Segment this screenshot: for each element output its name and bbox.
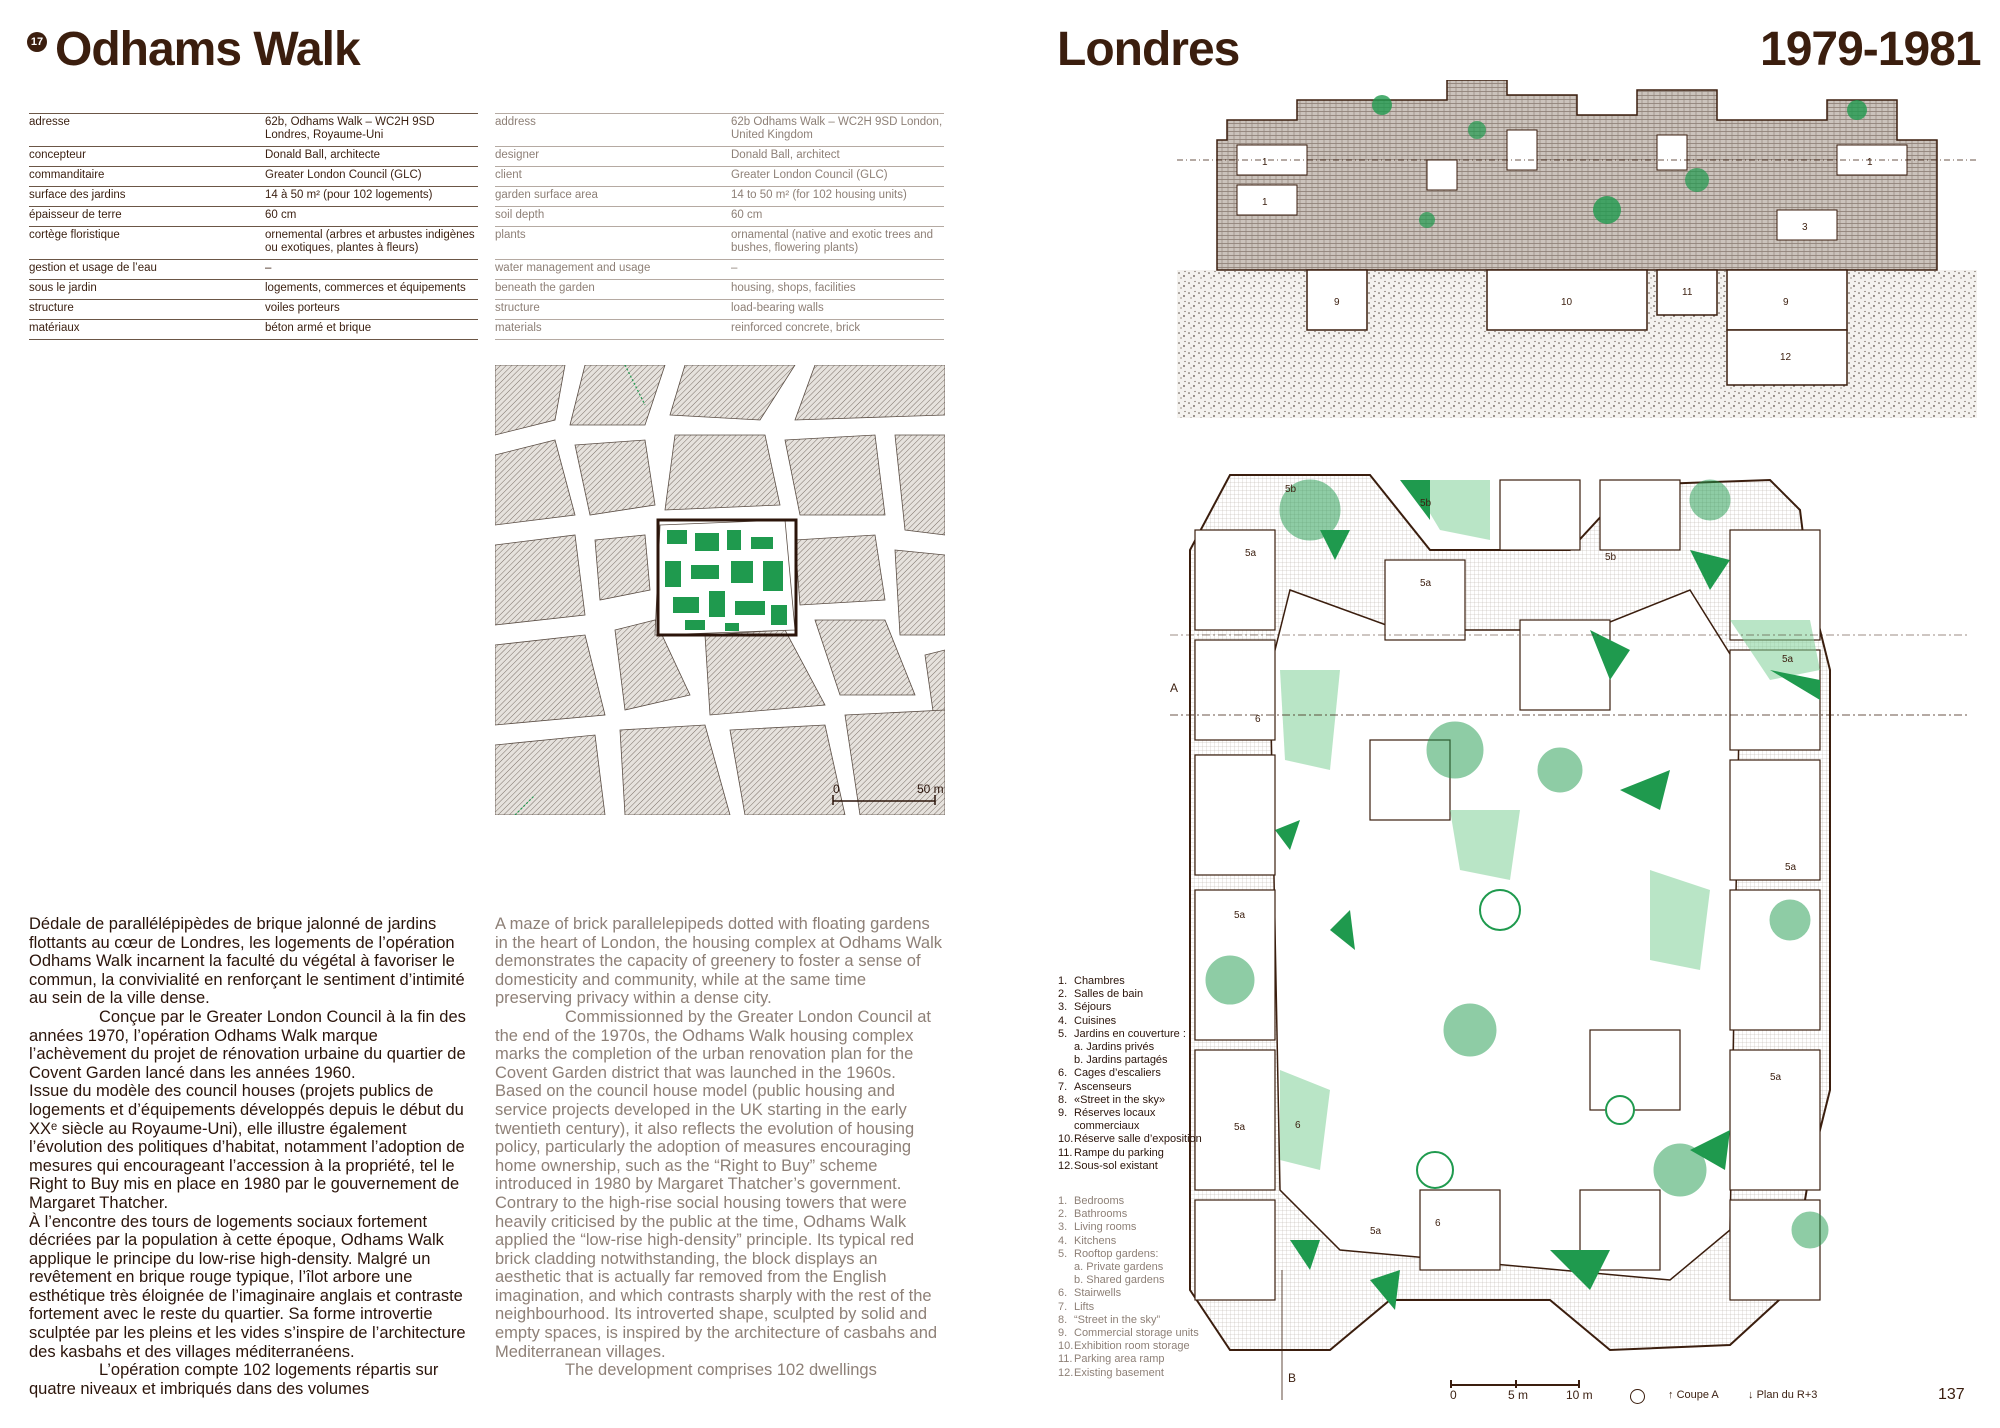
- floor-plan: [1170, 470, 1970, 1400]
- legend-en: [1058, 1195, 1208, 1380]
- facts-row: [495, 280, 944, 300]
- facts-label: designer: [495, 147, 731, 167]
- body-text-en: [495, 915, 944, 1380]
- plan-label: 5a: [1770, 1072, 1782, 1083]
- plan-label: 5b: [1420, 498, 1432, 509]
- caption-coupe-a: ↑ Coupe A: [1668, 1389, 1719, 1401]
- facts-label: concepteur: [29, 147, 265, 167]
- facts-label: garden surface area: [495, 187, 731, 207]
- down-arrow-icon: ↓: [1748, 1389, 1757, 1401]
- legend-item: [1058, 1160, 1208, 1173]
- legend-text: Cages d’escaliers: [1074, 1067, 1161, 1080]
- body-text-fr: [29, 915, 478, 1398]
- facts-label: structure: [29, 300, 265, 320]
- facts-row: [495, 114, 944, 147]
- facts-row: [29, 260, 478, 280]
- facts-label: commanditaire: [29, 167, 265, 187]
- facts-table-en: [495, 113, 944, 340]
- plan-label: 5a: [1234, 1122, 1246, 1133]
- city-title: Londres: [1057, 23, 1240, 76]
- legend-text: b. Shared gardens: [1074, 1274, 1165, 1287]
- plan-label: 6: [1295, 1120, 1301, 1131]
- plan-label: 6: [1435, 1218, 1441, 1229]
- facts-label: sous le jardin: [29, 280, 265, 300]
- facts-value: 14 to 50 m² (for 102 housing units): [731, 187, 944, 207]
- body-paragraph: Issue du modèle des council houses (projets publics de logements et d’équipements développés depuis le début du XXᵉ siècle au Royaume-Uni), elle illustre également l’évolution des politiques d’habitat, notamment l’adoption de mesures qui encourageant l’accession à la propriété, tel le Right to Buy mis en place en 1980 par le gouvernement de Margaret Thatcher.: [29, 1082, 465, 1212]
- section-label: 1: [1867, 157, 1873, 168]
- legend-text: Exhibition room storage: [1074, 1340, 1190, 1353]
- legend-item: [1058, 1041, 1208, 1054]
- facts-value: voiles porteurs: [265, 300, 478, 320]
- legend-item: [1058, 988, 1208, 1001]
- legend-text: Lifts: [1074, 1300, 1095, 1313]
- legend-number: 2.: [1058, 988, 1068, 1001]
- legend-number: 4.: [1058, 1234, 1068, 1247]
- legend-item: [1058, 1195, 1208, 1208]
- years-title: 1979-1981: [1760, 23, 1981, 76]
- section-b-marker: B: [1288, 1371, 1297, 1385]
- legend-number: 4.: [1058, 1014, 1068, 1027]
- legend-item: [1058, 1001, 1208, 1014]
- section-label: 9: [1334, 297, 1340, 308]
- facts-label: structure: [495, 300, 731, 320]
- facts-row: [29, 187, 478, 207]
- plan-label: 5a: [1234, 910, 1246, 921]
- body-paragraph: Commissionned by the Greater London Council at the end of the 1970s, the Odhams Walk housing complex marks the completion of the urban renovation plan for the Covent Garden district that was launched in the 1960s. Based on the council house model (public housing and service projects developed in the UK starting in the early twentieth century), it also reflects the evolution of housing policy, particularly the adoption of measures encouraging home ownership, such as the “Right to Buy” scheme introduced in 1980 by Margaret Thatcher’s government. Contrary to the high-rise social housing towers that were heavily criticised by the public at the time, Odhams Walk applied the “low-rise high-density” principle. Its typical red brick cladding notwithstanding, the block displays an aesthetic that is actually far removed from the English imagination, and which contrasts sharply with the rest of the neighbourhood. Its introverted shape, sculpted by solid and empty spaces, is inspired by the architecture of casbahs and Mediterranean villages.: [495, 1007, 938, 1361]
- plan-label: 5a: [1245, 548, 1257, 559]
- legend-text: Kitchens: [1074, 1234, 1117, 1247]
- legend-number: 3.: [1058, 1221, 1068, 1234]
- facts-value: Greater London Council (GLC): [731, 167, 944, 187]
- legend-text: Réserves locaux commerciaux: [1074, 1107, 1156, 1133]
- legend-item: [1058, 975, 1208, 988]
- legend-item: [1058, 1287, 1208, 1300]
- legend-item: [1058, 1327, 1208, 1340]
- site-plan-map: [495, 365, 945, 815]
- facts-row: [495, 187, 944, 207]
- legend-item: [1058, 1081, 1208, 1094]
- facts-label: address: [495, 114, 731, 147]
- legend-number: 6.: [1058, 1067, 1068, 1080]
- legend-number: 12.: [1058, 1159, 1074, 1172]
- legend-text: Chambres: [1074, 975, 1125, 987]
- facts-row: [495, 147, 944, 167]
- facts-row: [495, 320, 944, 340]
- legend-item: [1058, 1248, 1208, 1261]
- legend-text: a. Jardins privés: [1074, 1041, 1155, 1054]
- legend-item: [1058, 1301, 1208, 1314]
- plan-label: 5a: [1785, 862, 1797, 873]
- site-scale-start: 0: [833, 782, 840, 796]
- facts-value: ornamental (native and exotic trees and bushes, flowering plants): [731, 227, 944, 260]
- facts-label: surface des jardins: [29, 187, 265, 207]
- legend-item: [1058, 1261, 1208, 1274]
- facts-label: water management and usage: [495, 260, 731, 280]
- section-label: 3: [1802, 222, 1808, 233]
- legend-text: Bedrooms: [1074, 1195, 1125, 1207]
- plan-scale-5m: 5 m: [1508, 1388, 1529, 1402]
- section-label: 1: [1262, 197, 1268, 208]
- legend-item: [1058, 1367, 1208, 1380]
- facts-value: ornemental (arbres et arbustes indigènes ou exotiques, plantes à fleurs): [265, 227, 478, 260]
- legend-number: 9.: [1058, 1327, 1068, 1340]
- facts-value: Donald Ball, architect: [731, 147, 944, 167]
- facts-value: 60 cm: [731, 207, 944, 227]
- site-scale-end: 50 m: [917, 782, 944, 796]
- facts-value: béton armé et brique: [265, 320, 478, 340]
- legend-item: [1058, 1221, 1208, 1234]
- north-arrow-icon: [1630, 1389, 1645, 1404]
- body-paragraph: L’opération compte 102 logements répartis sur quatre niveaux et imbriqués dans des volumes: [29, 1361, 439, 1398]
- section-label: 1: [1262, 157, 1268, 168]
- legend-number: 7.: [1058, 1300, 1068, 1313]
- facts-label: matériaux: [29, 320, 265, 340]
- facts-row: [29, 207, 478, 227]
- legend-item: [1058, 1314, 1208, 1327]
- section-label: 10: [1561, 297, 1573, 308]
- facts-value: Greater London Council (GLC): [265, 167, 478, 187]
- legend-number: 11.: [1058, 1146, 1073, 1159]
- facts-value: logements, commerces et équipements: [265, 280, 478, 300]
- legend-item: [1058, 1208, 1208, 1221]
- caption-plan: ↓ Plan du R+3: [1748, 1389, 1818, 1401]
- facts-value: load-bearing walls: [731, 300, 944, 320]
- legend-number: 9.: [1058, 1107, 1068, 1120]
- facts-label: adresse: [29, 114, 265, 147]
- legend-number: [1058, 1054, 1074, 1067]
- legend-text: Cuisines: [1074, 1014, 1117, 1027]
- project-number-badge: 17: [27, 32, 47, 52]
- plan-label: 5b: [1605, 552, 1617, 563]
- section-label: 9: [1783, 297, 1789, 308]
- facts-row: [29, 167, 478, 187]
- facts-value: reinforced concrete, brick: [731, 320, 944, 340]
- legend-text: Réserve salle d’exposition: [1074, 1133, 1202, 1146]
- plan-scale-10m: 10 m: [1566, 1388, 1593, 1402]
- legend-item: [1058, 1054, 1208, 1067]
- facts-row: [495, 300, 944, 320]
- facts-row: [29, 320, 478, 340]
- legend-text: Sous-sol existant: [1074, 1159, 1158, 1172]
- plan-label: 5a: [1370, 1226, 1382, 1237]
- legend-number: 10.: [1058, 1340, 1074, 1353]
- legend-number: 8.: [1058, 1313, 1068, 1326]
- facts-value: housing, shops, facilities: [731, 280, 944, 300]
- facts-label: client: [495, 167, 731, 187]
- legend-item: [1058, 1067, 1208, 1080]
- facts-label: épaisseur de terre: [29, 207, 265, 227]
- section-drawing: [1177, 80, 1977, 418]
- legend-text: Commercial storage units: [1074, 1327, 1199, 1340]
- body-paragraph: Dédale de parallélépipèdes de brique jalonné de jardins flottants au cœur de Londres, les logements de l’opération Odhams Walk incarnent la faculté du végétal à favoriser le commun, la convivialité en renforçant le sentiment d’intimité au sein de la ville dense.: [29, 915, 465, 1008]
- plan-scale-0: 0: [1450, 1388, 1457, 1402]
- legend-number: 12.: [1058, 1366, 1074, 1379]
- project-title: Odhams Walk: [55, 23, 360, 76]
- legend-number: 11.: [1058, 1353, 1073, 1366]
- legend-fr: [1058, 975, 1208, 1173]
- legend-number: [1058, 1261, 1074, 1274]
- facts-row: [495, 260, 944, 280]
- legend-number: 8.: [1058, 1093, 1068, 1106]
- legend-item: [1058, 1015, 1208, 1028]
- facts-label: cortège floristique: [29, 227, 265, 260]
- facts-value: Donald Ball, architecte: [265, 147, 478, 167]
- legend-number: 10.: [1058, 1133, 1074, 1146]
- legend-number: [1058, 1041, 1074, 1054]
- body-paragraph: A maze of brick parallelepipeds dotted with floating gardens in the heart of London, the housing complex at Odhams Walk demonstrates the capacity of greenery to foster a sense of domesticity and community, while at the same time preserving privacy within a dense city.: [495, 915, 942, 1008]
- facts-value: 14 à 50 m² (pour 102 logements): [265, 187, 478, 207]
- legend-number: 1.: [1058, 1195, 1068, 1207]
- up-arrow-icon: ↑: [1668, 1389, 1677, 1401]
- legend-text: Bathrooms: [1074, 1208, 1128, 1221]
- body-paragraph: The development comprises 102 dwellings: [565, 1361, 877, 1380]
- facts-value: 62b, Odhams Walk – WC2H 9SD Londres, Royaume-Uni: [265, 114, 478, 147]
- facts-label: plants: [495, 227, 731, 260]
- facts-label: materials: [495, 320, 731, 340]
- legend-text: a. Private gardens: [1074, 1261, 1164, 1274]
- legend-item: [1058, 1274, 1208, 1287]
- legend-text: “Street in the sky”: [1074, 1313, 1161, 1326]
- legend-number: 5.: [1058, 1247, 1068, 1260]
- legend-item: [1058, 1107, 1208, 1133]
- plan-label: 5a: [1782, 654, 1794, 665]
- facts-row: [29, 114, 478, 147]
- legend-text: Living rooms: [1074, 1221, 1137, 1234]
- legend-number: 7.: [1058, 1080, 1068, 1093]
- legend-text: Parking area ramp: [1074, 1353, 1165, 1366]
- legend-text: Jardins en couverture :: [1074, 1027, 1186, 1040]
- legend-text: Stairwells: [1074, 1287, 1122, 1300]
- body-paragraph: Conçue par le Greater London Council à la fin des années 1970, l’opération Odhams Walk marque l’achèvement du projet de rénovation urbaine du quartier de Covent Garden lancé dans les années 1960.: [29, 1007, 466, 1082]
- legend-number: 2.: [1058, 1208, 1068, 1221]
- facts-row: [29, 227, 478, 260]
- legend-number: 6.: [1058, 1287, 1068, 1300]
- legend-item: [1058, 1094, 1208, 1107]
- legend-text: Salles de bain: [1074, 988, 1144, 1001]
- legend-number: 3.: [1058, 1001, 1068, 1014]
- facts-label: gestion et usage de l’eau: [29, 260, 265, 280]
- facts-row: [29, 147, 478, 167]
- facts-row: [495, 227, 944, 260]
- legend-text: Existing basement: [1074, 1366, 1164, 1379]
- legend-text: Ascenseurs: [1074, 1080, 1132, 1093]
- facts-value: 60 cm: [265, 207, 478, 227]
- facts-value: –: [265, 260, 478, 280]
- facts-label: soil depth: [495, 207, 731, 227]
- legend-number: 1.: [1058, 975, 1068, 987]
- facts-value: –: [731, 260, 944, 280]
- legend-item: [1058, 1353, 1208, 1366]
- section-label: 11: [1682, 287, 1693, 298]
- legend-item: [1058, 1147, 1208, 1160]
- legend-number: [1058, 1274, 1074, 1287]
- legend-item: [1058, 1340, 1208, 1353]
- facts-row: [29, 300, 478, 320]
- legend-text: Rooftop gardens:: [1074, 1247, 1159, 1260]
- plan-label: 5a: [1420, 578, 1432, 589]
- legend-item: [1058, 1133, 1208, 1146]
- plan-label: 5b: [1285, 484, 1297, 495]
- legend-item: [1058, 1235, 1208, 1248]
- page-number: 137: [1938, 1386, 1965, 1403]
- facts-value: 62b Odhams Walk – WC2H 9SD London, United Kingdom: [731, 114, 944, 147]
- facts-row: [29, 280, 478, 300]
- facts-label: beneath the garden: [495, 280, 731, 300]
- legend-text: «Street in the sky»: [1074, 1093, 1166, 1106]
- section-a-marker: A: [1170, 681, 1179, 695]
- facts-row: [495, 207, 944, 227]
- legend-item: [1058, 1028, 1208, 1041]
- legend-text: Rampe du parking: [1074, 1146, 1164, 1159]
- legend-text: b. Jardins partagés: [1074, 1054, 1168, 1067]
- body-paragraph: À l’encontre des tours de logements sociaux fortement décriées par la population à cette époque, Odhams Walk applique le principe du low-rise high-density. Malgré un revêtement en brique rouge typique, l’îlot arbore une esthétique très éloignée de l’imaginaire anglais et contraste fortement avec le reste du quartier. Sa forme introvertie sculptée par les pleins et les vides s’inspire de l’architecture des kasbahs et des villages méditerranéens.: [29, 1212, 466, 1361]
- legend-text: Séjours: [1074, 1001, 1112, 1014]
- facts-row: [495, 167, 944, 187]
- facts-table-fr: [29, 113, 478, 340]
- plan-label: 6: [1255, 714, 1261, 725]
- legend-number: 5.: [1058, 1027, 1068, 1040]
- section-label: 12: [1780, 352, 1792, 363]
